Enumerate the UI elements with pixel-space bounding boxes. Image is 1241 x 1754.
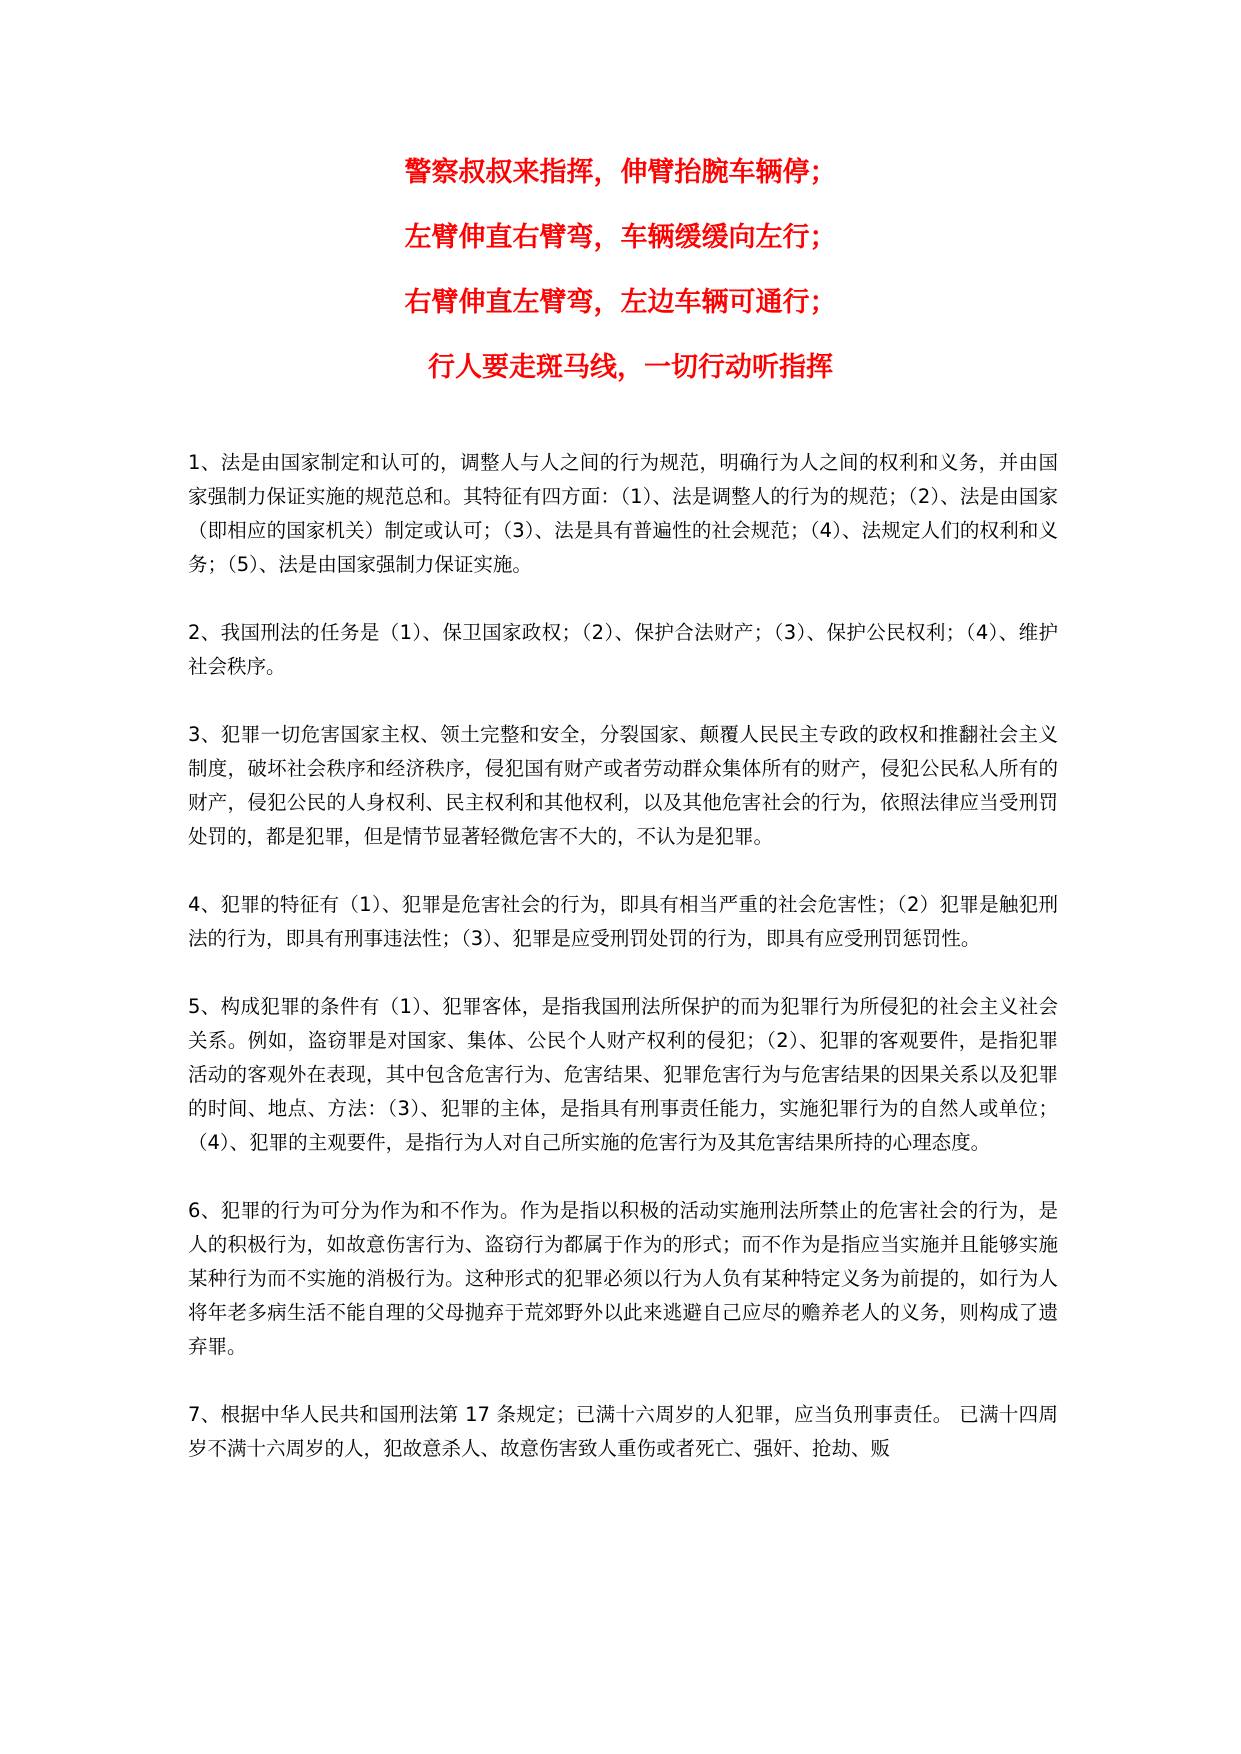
poem-block <box>0 158 1241 418</box>
poem-line-1: 警察叔叔来指挥，伸臂抬腕车辆停； <box>404 157 837 188</box>
paragraph-2: 2、我国刑法的任务是（1）、保卫国家政权；（2）、保护合法财产；（3）、保护公民权利；（4）、维护社会秩序。 <box>188 621 1058 678</box>
paragraph-3: 3、犯罪一切危害国家主权、领土完整和安全，分裂国家、颠覆人民民主专政的政权和推翻社会主义制度，破坏社会秩序和经济秩序，侵犯国有财产或者劳动群众集体所有的财产，侵犯公民私人所有的财产，侵犯公民的人身权利、民主权利和其他权利，以及其他危害社会的行为，依照法律应当受刑罚处罚的，都是犯罪，但是情节显著轻微危害不大的，不认为是犯罪。 <box>188 723 1058 848</box>
paragraph-7: 7、根据中华人民共和国刑法第 17 条规定；已满十六周岁的人犯罪，应当负刑事责任。 已满十四周岁不满十六周岁的人，犯故意杀人、故意伤害致人重伤或者死亡、强奸、抢劫、贩 <box>188 1403 1058 1460</box>
paragraph-4: 4、犯罪的特征有（1）、犯罪是危害社会的行为，即具有相当严重的社会危害性；（2）犯罪是触犯刑法的行为，即具有刑事违法性；（3）、犯罪是应受刑罚处罚的行为，即具有应受刑罚惩罚性。 <box>188 893 1058 950</box>
poem-line-2: 左臂伸直右臂弯，车辆缓缓向左行； <box>404 222 837 253</box>
paragraph-5: 5、构成犯罪的条件有（1）、犯罪客体，是指我国刑法所保护的而为犯罪行为所侵犯的社会主义社会关系。例如，盗窃罪是对国家、集体、公民个人财产权利的侵犯；（2）、犯罪的客观要件，是指犯罪活动的客观外在表现，其中包含危害行为、危害结果、犯罪危害行为与危害结果的因果关系以及犯罪的时间、地点、方法：（3）、犯罪的主体，是指具有刑事责任能力，实施犯罪行为的自然人或单位；（4）、犯罪的主观要件，是指行为人对自己所实施的危害行为及其危害结果所持的心理态度。 <box>188 995 1058 1154</box>
paragraph-6: 6、犯罪的行为可分为作为和不作为。作为是指以积极的活动实施刑法所禁止的危害社会的行为，是人的积极行为，如故意伤害行为、盗窃行为都属于作为的形式；而不作为是指应当实施并且能够实施某种行为而不实施的消极行为。这种形式的犯罪必须以行为人负有某种特定义务为前提的，如行为人将年老多病生活不能自理的父母抛弃于荒郊野外以此来逃避自己应尽的赡养老人的义务，则构成了遗弃罪。 <box>188 1199 1058 1358</box>
paragraph-1: 1、法是由国家制定和认可的，调整人与人之间的行为规范，明确行为人之间的权利和义务，并由国家强制力保证实施的规范总和。其特征有四方面：（1）、法是调整人的行为的规范；（2）、法是由国家（即相应的国家机关）制定或认可；（3）、法是具有普遍性的社会规范；（4）、法规定人们的权利和义务；（5）、法是由国家强制力保证实施。 <box>188 451 1058 576</box>
poem-line-4: 行人要走斑马线，一切行动听指挥 <box>428 352 833 383</box>
poem-line-3: 右臂伸直左臂弯，左边车辆可通行； <box>404 287 837 318</box>
document-body <box>188 446 1058 1500</box>
